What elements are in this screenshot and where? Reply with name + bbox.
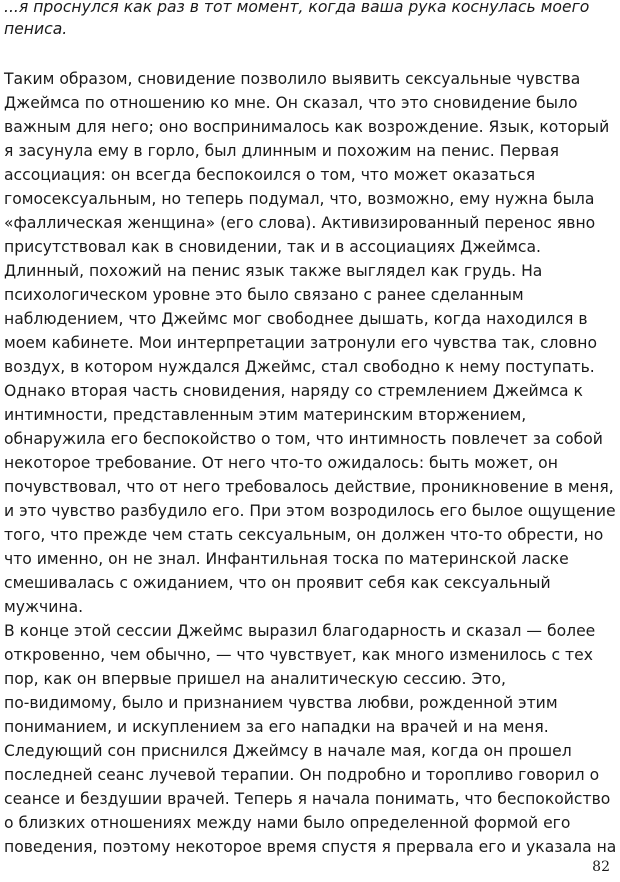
- body-line: по-видимому, было и признанием чувства любви, рожденной этим: [4, 694, 558, 712]
- quote-line: пениса.: [4, 20, 68, 38]
- body-line: В конце этой сессии Джеймс выразил благодарность и сказал — более: [4, 622, 596, 640]
- body-line: откровенно, чем обычно, — что чувствует, как много изменилось с тех: [4, 646, 593, 664]
- body-line: ассоциация: он всегда беспокоился о том, что может оказаться: [4, 166, 536, 184]
- body-line: и это чувство разбудило его. При этом возродилось его былое ощущение: [4, 502, 616, 520]
- body-line: что именно, он не знал. Инфантильная тоска по материнской ласке: [4, 550, 569, 568]
- body-line: Длинный, похожий на пенис язык также выглядел как грудь. На: [4, 262, 543, 280]
- body-line: воздух, в котором нуждался Джеймс, стал свободно к нему поступать.: [4, 358, 595, 376]
- body-line: присутствовал как в сновидении, так и в ассоциациях Джеймса.: [4, 238, 541, 256]
- body-line: наблюдением, что Джеймс мог свободнее дышать, когда находился в: [4, 310, 588, 328]
- body-line: почувствовал, что от него требовалось действие, проникновение в меня,: [4, 478, 614, 496]
- body-line: некоторое требование. От него что-то ожидалось: быть может, он: [4, 454, 558, 472]
- body-line: я засунула ему в горло, был длинным и похожим на пенис. Первая: [4, 142, 559, 160]
- body-line: интимности, представленным этим материнским вторжением,: [4, 406, 527, 424]
- body-line: гомосексуальным, но теперь подумал, что, возможно, ему нужна была: [4, 190, 595, 208]
- body-line: Однако вторая часть сновидения, наряду со стремлением Джеймса к: [4, 382, 583, 400]
- page-number: 82: [592, 859, 610, 875]
- body-line: пор, как он впервые пришел на аналитическую сессию. Это,: [4, 670, 506, 688]
- body-line: о близких отношениях между нами было определенной формой его: [4, 814, 571, 832]
- body-line: моем кабинете. Мои интерпретации затронули его чувства так, словно: [4, 334, 597, 352]
- body-line: поведения, поэтому некоторое время спустя я прервала его и указала на: [4, 838, 617, 856]
- body-line: Джеймса по отношению ко мне. Он сказал, что это сновидение было: [4, 94, 578, 112]
- body-line: обнаружила его беспокойство о том, что интимность повлечет за собой: [4, 430, 603, 448]
- body-line: Таким образом, сновидение позволило выявить сексуальные чувства: [4, 70, 581, 88]
- body-line: пониманием, и искуплением за его нападки на врачей и на меня.: [4, 718, 549, 736]
- body-line: того, что прежде чем стать сексуальным, он должен что-то обрести, но: [4, 526, 604, 544]
- body-line: психологическом уровне это было связано с ранее сделанным: [4, 286, 524, 304]
- quote-line: ...я проснулся как раз в тот момент, когда ваша рука коснулась моего: [4, 0, 590, 16]
- body-line: смешивалась с ожиданием, что он проявит себя как сексуальный: [4, 574, 551, 592]
- body-line: Следующий сон приснился Джеймсу в начале мая, когда он прошел: [4, 742, 572, 760]
- body-line: сеансе и бездушии врачей. Теперь я начала понимать, что беспокойство: [4, 790, 611, 808]
- body-line: последней сеанс лучевой терапии. Он подробно и торопливо говорил о: [4, 766, 600, 784]
- body-line: мужчина.: [4, 598, 84, 616]
- body-line: «фаллическая женщина» (его слова). Активизированный перенос явно: [4, 214, 596, 232]
- body-line: важным для него; оно воспринималось как возрождение. Язык, который: [4, 118, 610, 136]
